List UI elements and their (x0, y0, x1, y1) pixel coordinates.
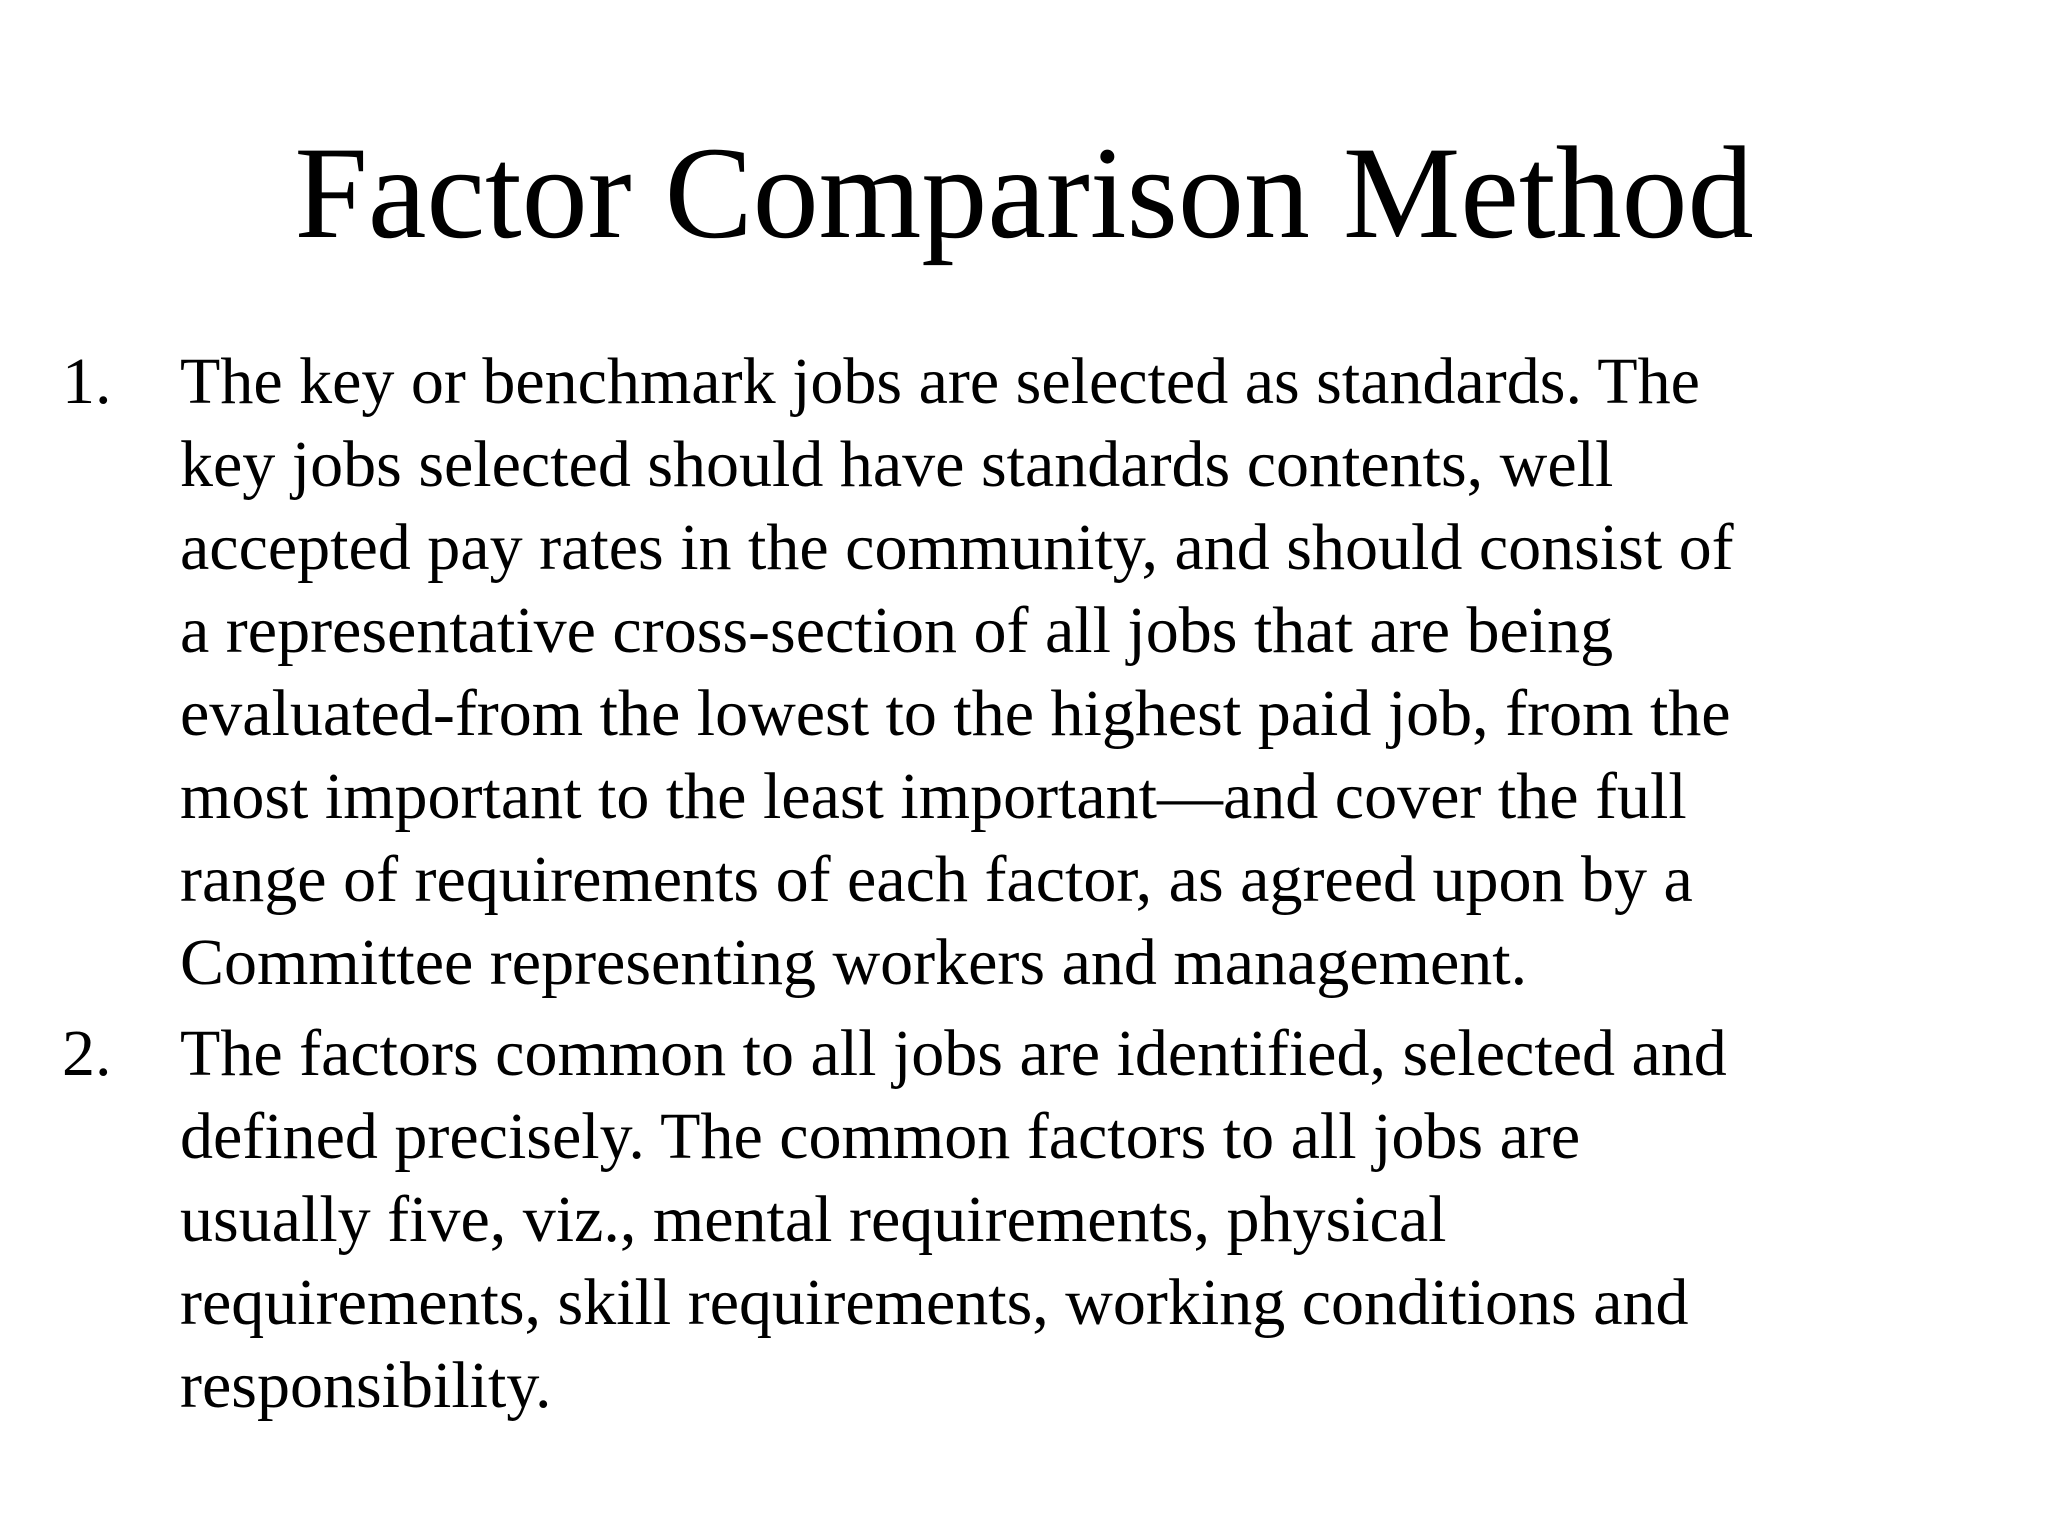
text-line: The factors common to all jobs are identified, selected and (180, 1017, 1727, 1090)
text-line: range of requirements of each factor, as agreed upon by a (180, 843, 1693, 916)
text-line: defined precisely. The common factors to all jobs are (180, 1100, 1581, 1173)
list-item-text (180, 340, 2002, 1004)
text-line: requirements, skill requirements, working conditions and (180, 1266, 1689, 1339)
text-line: usually five, viz., mental requirements, physical (180, 1183, 1447, 1256)
text-line: The key or benchmark jobs are selected as standards. The (180, 345, 1700, 418)
list-item-number: 2. (62, 1017, 112, 1090)
text-line: a representative cross-section of all jobs that are being (180, 594, 1614, 667)
list-item-number: 1. (62, 345, 112, 418)
text-line: Committee representing workers and management. (180, 926, 1528, 999)
numbered-list (62, 340, 2002, 1435)
list-item-text (180, 1012, 2002, 1427)
text-line: evaluated-from the lowest to the highest paid job, from the (180, 677, 1731, 750)
text-line: most important to the least important—and cover the full (180, 760, 1687, 833)
list-item (62, 340, 2002, 1004)
text-line: key jobs selected should have standards contents, well (180, 428, 1614, 501)
slide-title: Factor Comparison Method (294, 119, 1754, 266)
text-line: accepted pay rates in the community, and should consist of (180, 511, 1734, 584)
text-line: responsibility. (180, 1349, 552, 1422)
list-item (62, 1012, 2002, 1427)
